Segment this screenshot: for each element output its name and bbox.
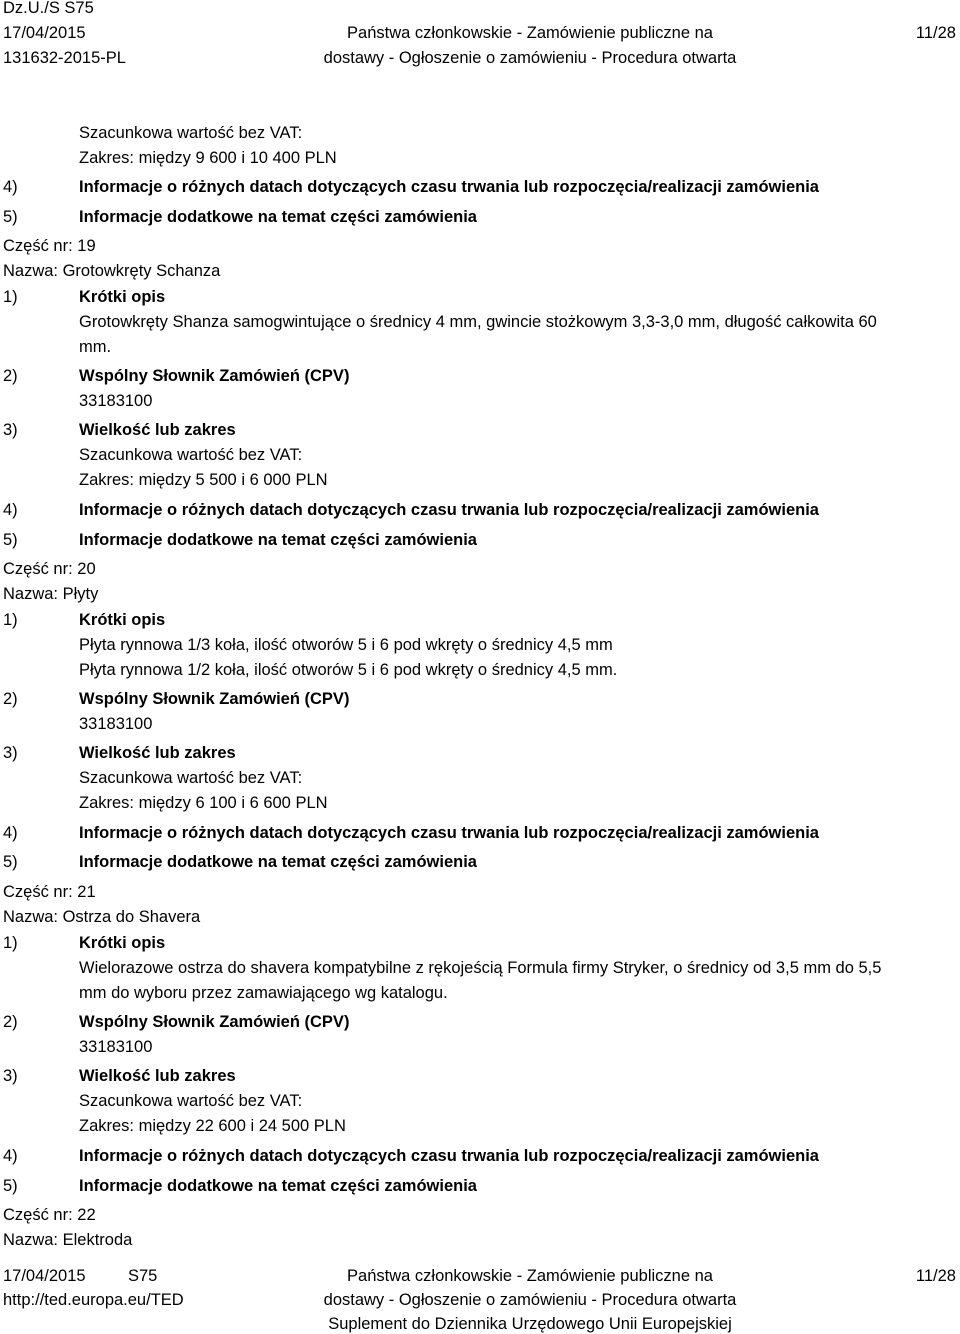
section-heading: Krótki opis bbox=[79, 611, 166, 629]
section-number: 1) bbox=[3, 288, 18, 306]
part-name: Nazwa: Płyty bbox=[3, 585, 99, 603]
header-date: 17/04/2015 bbox=[3, 24, 86, 42]
section-heading: Wielkość lub zakres bbox=[79, 744, 236, 762]
section-number: 1) bbox=[3, 934, 18, 952]
text-line: Zakres: między 22 600 i 24 500 PLN bbox=[79, 1117, 346, 1135]
text-line: 33183100 bbox=[79, 1038, 153, 1056]
footer-date: 17/04/2015 bbox=[3, 1267, 86, 1285]
text-line: Szacunkowa wartość bez VAT: bbox=[79, 124, 303, 142]
section-number: 1) bbox=[3, 611, 18, 629]
text-line: Grotowkręty Shanza samogwintujące o średnicy 4 mm, gwincie stożkowym 3,3-3,0 mm, długość całkowita 60 bbox=[79, 313, 877, 331]
part-number: Część nr: 22 bbox=[3, 1206, 96, 1224]
section-heading: Informacje o różnych datach dotyczących czasu trwania lub rozpoczęcia/realizacji zamówienia bbox=[79, 178, 819, 196]
footer-title-line2: dostawy - Ogłoszenie o zamówieniu - Procedura otwarta bbox=[323, 1291, 737, 1309]
section-heading: Informacje o różnych datach dotyczących czasu trwania lub rozpoczęcia/realizacji zamówienia bbox=[79, 824, 819, 842]
section-number: 5) bbox=[3, 531, 18, 549]
section-heading: Wielkość lub zakres bbox=[79, 421, 236, 439]
section-heading: Wspólny Słownik Zamówień (CPV) bbox=[79, 1013, 350, 1031]
section-heading: Informacje dodatkowe na temat części zamówienia bbox=[79, 531, 477, 549]
section-number: 3) bbox=[3, 744, 18, 762]
section-number: 4) bbox=[3, 1147, 18, 1165]
footer-url[interactable]: http://ted.europa.eu/TED bbox=[3, 1291, 184, 1309]
text-line: Płyta rynnowa 1/3 koła, ilość otworów 5 i 6 pod wkręty o średnicy 4,5 mm bbox=[79, 636, 613, 654]
text-line: Zakres: między 5 500 i 6 000 PLN bbox=[79, 471, 328, 489]
part-name: Nazwa: Grotowkręty Schanza bbox=[3, 262, 221, 280]
section-heading: Wielkość lub zakres bbox=[79, 1067, 236, 1085]
part-name: Nazwa: Elektroda bbox=[3, 1231, 133, 1249]
text-line: Szacunkowa wartość bez VAT: bbox=[79, 769, 303, 787]
section-number: 5) bbox=[3, 208, 18, 226]
text-line: mm. bbox=[79, 338, 112, 356]
part-number: Część nr: 21 bbox=[3, 883, 96, 901]
section-number: 4) bbox=[3, 824, 18, 842]
text-line: Szacunkowa wartość bez VAT: bbox=[79, 446, 303, 464]
text-line: Zakres: między 9 600 i 10 400 PLN bbox=[79, 149, 337, 167]
header-page-number: 11/28 bbox=[915, 24, 956, 42]
section-number: 2) bbox=[3, 1013, 18, 1031]
text-line: 33183100 bbox=[79, 392, 153, 410]
header-doc-id: 131632-2015-PL bbox=[3, 49, 126, 67]
section-number: 5) bbox=[3, 1177, 18, 1195]
section-heading: Informacje o różnych datach dotyczących czasu trwania lub rozpoczęcia/realizacji zamówienia bbox=[79, 501, 819, 519]
footer-title-line3: Suplement do Dziennika Urzędowego Unii Europejskiej bbox=[328, 1315, 732, 1333]
section-heading: Informacje o różnych datach dotyczących czasu trwania lub rozpoczęcia/realizacji zamówienia bbox=[79, 1147, 819, 1165]
part-number: Część nr: 19 bbox=[3, 237, 96, 255]
header-title-line1: Państwa członkowskie - Zamówienie publiczne na bbox=[347, 24, 713, 42]
section-number: 4) bbox=[3, 501, 18, 519]
text-line: mm do wyboru przez zamawiającego wg katalogu. bbox=[79, 984, 448, 1002]
section-number: 3) bbox=[3, 1067, 18, 1085]
section-number: 5) bbox=[3, 853, 18, 871]
text-line: Wielorazowe ostrza do shavera kompatybilne z rękojeścią Formula firmy Stryker, o średnicy od 3,5 mm do 5,5 bbox=[79, 959, 882, 977]
section-heading: Krótki opis bbox=[79, 288, 166, 306]
part-number: Część nr: 20 bbox=[3, 560, 96, 578]
section-number: 2) bbox=[3, 367, 18, 385]
footer-page-number: 11/28 bbox=[915, 1267, 956, 1285]
section-heading: Informacje dodatkowe na temat części zamówienia bbox=[79, 208, 477, 226]
text-line: Szacunkowa wartość bez VAT: bbox=[79, 1092, 303, 1110]
header-journal: Dz.U./S S75 bbox=[3, 0, 94, 17]
section-number: 2) bbox=[3, 690, 18, 708]
header-title-line2: dostawy - Ogłoszenie o zamówieniu - Procedura otwarta bbox=[323, 49, 737, 67]
part-name: Nazwa: Ostrza do Shavera bbox=[3, 908, 201, 926]
text-line: Płyta rynnowa 1/2 koła, ilość otworów 5 i 6 pod wkręty o średnicy 4,5 mm. bbox=[79, 661, 618, 679]
section-heading: Informacje dodatkowe na temat części zamówienia bbox=[79, 853, 477, 871]
section-number: 4) bbox=[3, 178, 18, 196]
section-number: 3) bbox=[3, 421, 18, 439]
section-heading: Wspólny Słownik Zamówień (CPV) bbox=[79, 367, 350, 385]
text-line: 33183100 bbox=[79, 715, 153, 733]
section-heading: Krótki opis bbox=[79, 934, 166, 952]
section-heading: Wspólny Słownik Zamówień (CPV) bbox=[79, 690, 350, 708]
text-line: Zakres: między 6 100 i 6 600 PLN bbox=[79, 794, 328, 812]
footer-series: S75 bbox=[128, 1267, 158, 1285]
section-heading: Informacje dodatkowe na temat części zamówienia bbox=[79, 1177, 477, 1195]
footer-title-line1: Państwa członkowskie - Zamówienie publiczne na bbox=[347, 1267, 713, 1285]
